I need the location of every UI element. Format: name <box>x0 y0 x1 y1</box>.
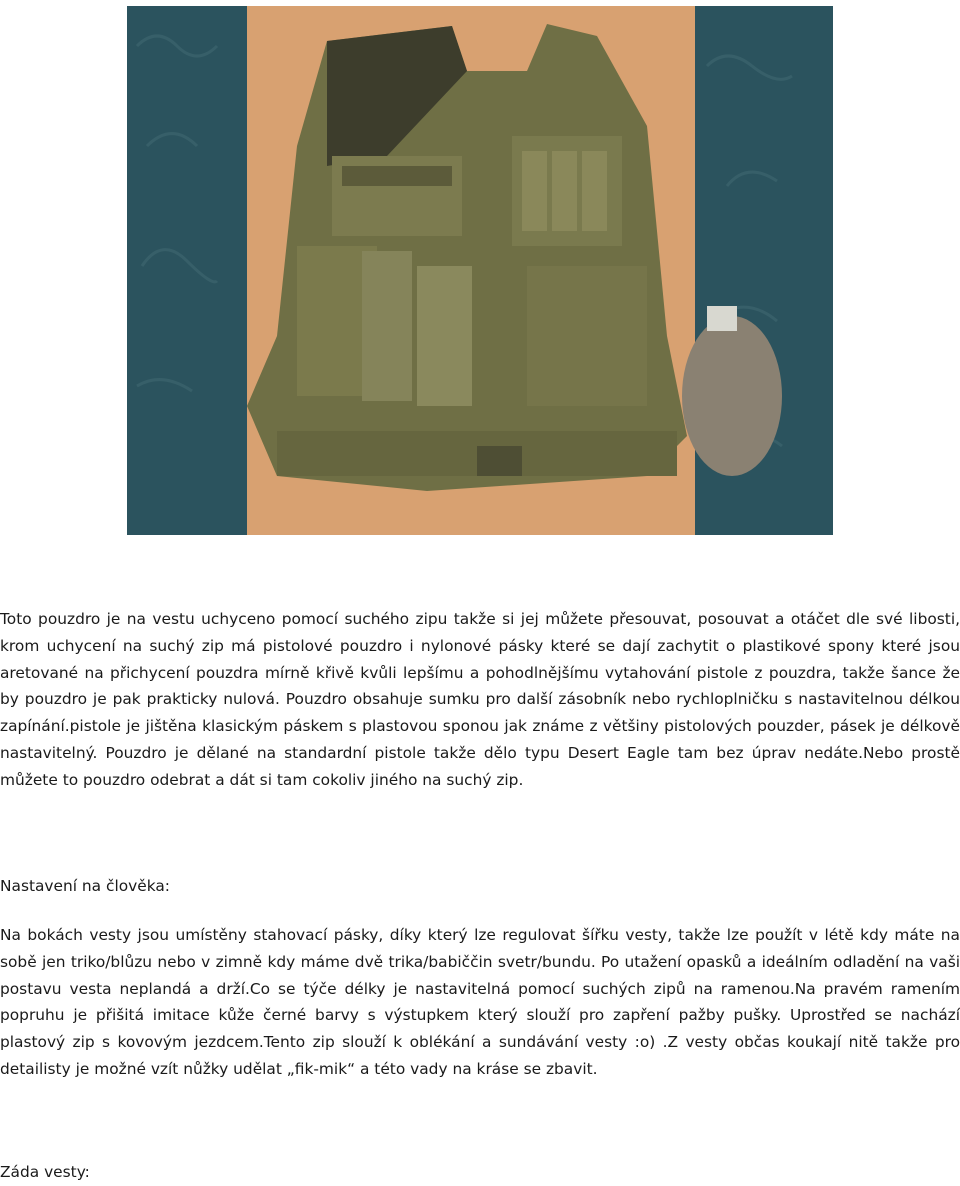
vest-photo <box>127 6 833 535</box>
paragraph-adjustment: Na bokách vesty jsou umístěny stahovací pásky, díky který lze regulovat šířku vesty, takže lze použít v létě kdy máte na sobě jen triko/blůzu nebo v zimně kdy máme dvě trika/babiččin svetr/bundu. Po utažení opasků a ideálním odladění na vaši postavu vesta neplandá a drží.Co se týče délky je nastavitelná pomocí suchých zipů na ramenou.Na pravém ramením popruhu je přišitá imitace kůže černé barvy s výstupkem který slouží pro zapření pažby pušky. Uprostřed se nachází plastový zip s kovovým jezdcem.Tento zip slouží k oblékání a sundávání vesty :o) .Z vesty občas koukají nitě takže pro detailisty je možné vzít nůžky udělat „fik-mik“ a této vady na kráse se zbavit. <box>0 926 960 1078</box>
heading-adjustment: Nastavení na člověka: <box>0 877 170 895</box>
heading-back: Záda vesty: <box>0 1163 90 1181</box>
paragraph-holster: Toto pouzdro je na vestu uchyceno pomocí suchého zipu takže si jej můžete přesouvat, posouvat a otáčet dle své libosti, krom uchycení na suchý zip má pistolové pouzdro i nylonové pásky které se dají zachytit o plastikové spony které jsou aretované na přichycení pouzdra mírně křivě kvůli lepšímu a pohodlnějšímu vytahování pistole z pouzdra, takže šance že by pouzdro je pak prakticky nulová. Pouzdro obsahuje sumku pro další zásobník nebo rychloplničku s nastavitelnou délkou zapínání.pistole je jištěna klasickým páskem s plastovou sponou jak známe z většiny pistolových pouzder, pásek je délkově nastavitelný. Pouzdro je dělané na standardní pistole takže dělo typu Desert Eagle tam bez úprav nedáte.Nebo prostě můžete to pouzdro odebrat a dát si tam cokoliv jiného na suchý zip. <box>0 610 960 789</box>
